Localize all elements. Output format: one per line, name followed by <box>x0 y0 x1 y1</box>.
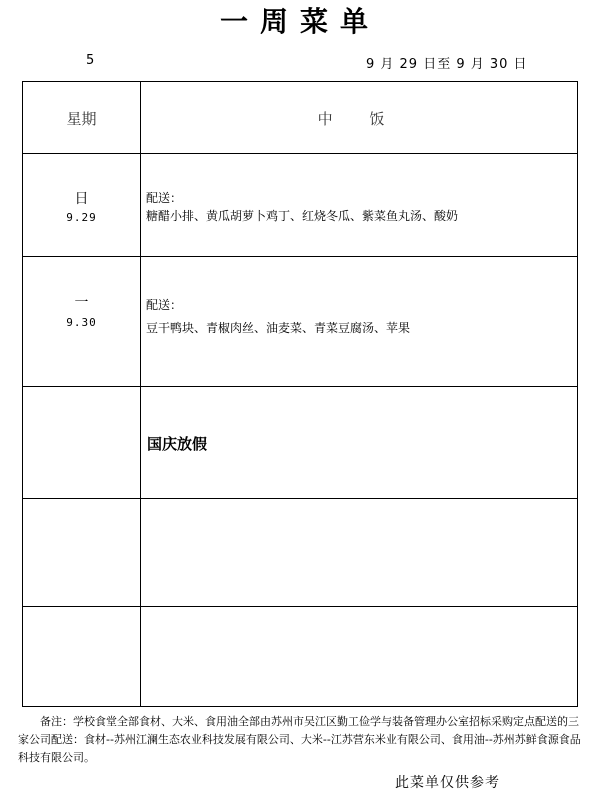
footer-disclaimer: 此菜单仅供参考 <box>395 775 500 791</box>
column-header-lunch: 中 饭 <box>317 110 401 128</box>
date-range: 9 月 29 日至 9 月 30 日 <box>366 57 528 72</box>
meal-cell <box>141 607 577 706</box>
remark-note: 备注：学校食堂全部食材、大米、食用油全部由苏州市吴江区勤工俭学与装备管理办公室招标采购定点配送的三家公司配送：食材--苏州江澜生态农业科技发展有限公司、大米--江苏营东米业有限公司、食用油--苏州苏鲜食源食品科技有限公司。 <box>18 715 581 764</box>
week-number: 5 <box>86 53 95 68</box>
table-row <box>23 498 577 606</box>
holiday-notice: 国庆放假 <box>147 435 208 453</box>
meal-cell <box>141 387 577 498</box>
delivery-label: 配送： <box>146 298 183 312</box>
day-date: 9.30 <box>66 316 97 329</box>
table-row <box>23 386 577 498</box>
column-header-day: 星期 <box>66 110 97 128</box>
table-row <box>23 256 577 386</box>
day-name: 日 <box>74 191 89 207</box>
meal-cell <box>141 499 577 606</box>
table-row <box>23 153 577 256</box>
day-cell <box>23 257 141 386</box>
page-title: 一周菜单 <box>219 5 380 38</box>
day-cell <box>23 607 141 706</box>
delivery-label: 配送： <box>146 191 183 205</box>
table-row <box>23 606 577 706</box>
meal-cell <box>141 154 577 256</box>
day-cell <box>23 387 141 498</box>
header-cell-day <box>23 82 141 153</box>
menu-table <box>22 81 578 707</box>
day-name: 一 <box>74 295 89 311</box>
day-cell <box>23 499 141 606</box>
dish-list: 豆干鸭块、青椒肉丝、油麦菜、青菜豆腐汤、苹果 <box>146 321 411 335</box>
dish-list: 糖醋小排、黄瓜胡萝卜鸡丁、红烧冬瓜、紫菜鱼丸汤、酸奶 <box>146 209 459 223</box>
meal-cell <box>141 257 577 386</box>
table-header-row <box>23 82 577 153</box>
header-cell-meal <box>141 82 577 153</box>
day-cell <box>23 154 141 256</box>
day-date: 9.29 <box>66 211 97 224</box>
